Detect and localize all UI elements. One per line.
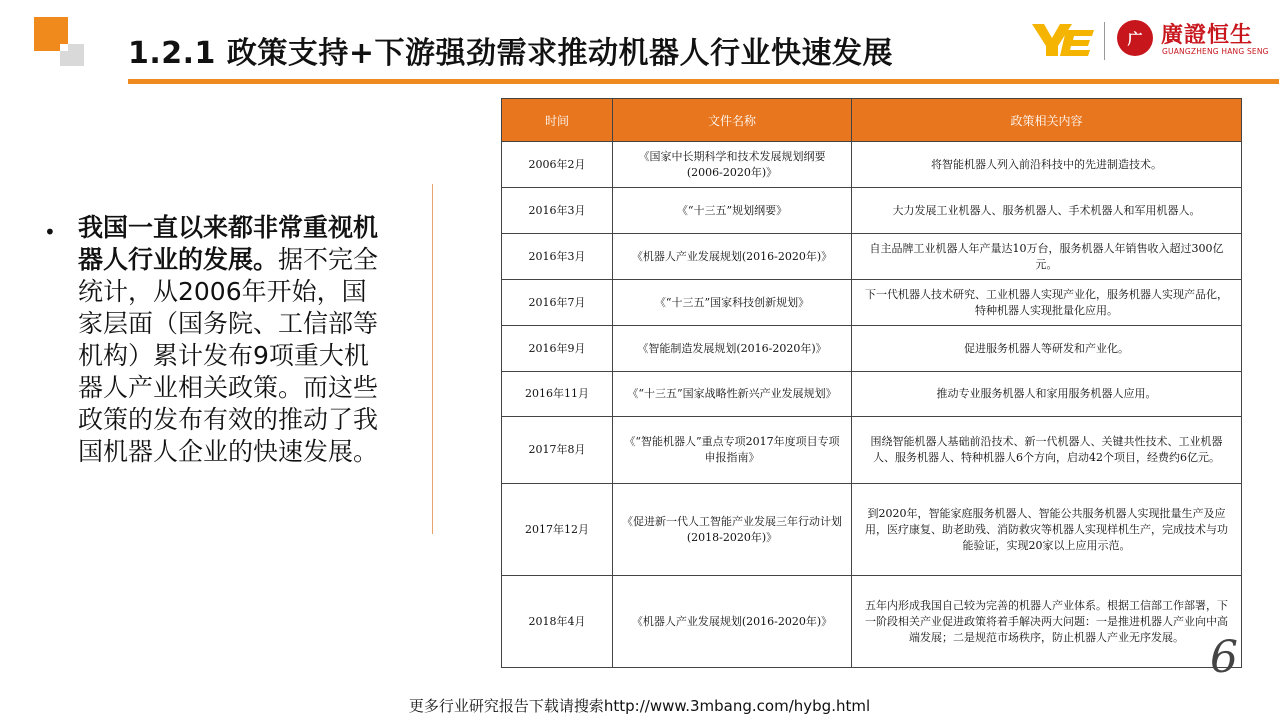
logo-separator (1104, 22, 1105, 60)
cell-doc: 《“十三五”规划纲要》 (613, 188, 852, 234)
title-underline (128, 79, 1279, 84)
cell-doc: 《“十三五”国家战略性新兴产业发展规划》 (613, 372, 852, 417)
table-header-row (502, 99, 1242, 142)
cell-time: 2017年12月 (502, 484, 613, 576)
cell-time: 2006年2月 (502, 142, 613, 188)
footer-link-text[interactable]: 更多行业研究报告下载请搜索http://www.3mbang.com/hybg.html (408, 697, 871, 715)
table-row (502, 234, 1242, 280)
header-content: 政策相关内容 (852, 99, 1242, 142)
cell-time: 2016年11月 (502, 372, 613, 417)
cell-content: 将智能机器人列入前沿科技中的先进制造技术。 (852, 142, 1242, 188)
bullet-bold-lead: 我国一直以来都非常重视机器人行业的发展。 (78, 213, 379, 274)
table-row (502, 280, 1242, 326)
cell-doc: 《机器人产业发展规划(2016-2020年)》 (613, 576, 852, 668)
cell-content: 围绕智能机器人基础前沿技术、新一代机器人、关键共性技术、工业机器人、服务机器人、特种机器人6个方向，启动42个项目，经费约6亿元。 (852, 417, 1242, 484)
table-row (502, 576, 1242, 668)
decor-white-notch (60, 44, 68, 51)
company-logo-icon (1030, 20, 1096, 58)
cell-content: 五年内形成我国自己较为完善的机器人产业体系。根据工信部工作部署，下一阶段相关产业促进政策将着手解决两大问题：一是推进机器人产业向中高端发展；二是规范市场秩序，防止机器人产业无序发展。 (852, 576, 1242, 668)
cell-doc: 《智能制造发展规划(2016-2020年)》 (613, 326, 852, 372)
cell-time: 2016年3月 (502, 188, 613, 234)
cell-content: 促进服务机器人等研发和产业化。 (852, 326, 1242, 372)
cell-content: 大力发展工业机器人、服务机器人、手术机器人和军用机器人。 (852, 188, 1242, 234)
brand-name-cn: 廣證恒生 (1161, 23, 1254, 48)
divider-line (432, 184, 433, 534)
cell-time: 2016年3月 (502, 234, 613, 280)
bullet-icon: • (44, 220, 56, 244)
cell-time: 2017年8月 (502, 417, 613, 484)
cell-content: 推动专业服务机器人和家用服务机器人应用。 (852, 372, 1242, 417)
policy-table (501, 98, 1242, 668)
cell-doc: 《“十三五”国家科技创新规划》 (613, 280, 852, 326)
table-row (502, 417, 1242, 484)
cell-content: 自主品牌工业机器人年产量达10万台，服务机器人年销售收入超过300亿元。 (852, 234, 1242, 280)
bullet-body: 据不完全统计，从2006年开始，国家层面（国务院、工信部等机构）累计发布9项重大机器人产业相关政策。而这些政策的发布有效的推动了我国机器人企业的快速发展。 (78, 245, 379, 466)
table-row (502, 372, 1242, 417)
header-doc: 文件名称 (613, 99, 852, 142)
cell-content: 到2020年，智能家庭服务机器人、智能公共服务机器人实现批量生产及应用，医疗康复、助老助残、消防救灾等机器人实现样机生产，完成技术与功能验证，实现20家以上应用示范。 (852, 484, 1242, 576)
brand-seal-icon: 广 (1117, 20, 1153, 56)
brand-name-en: GUANGZHENG HANG SENG (1162, 47, 1269, 56)
cell-time: 2016年9月 (502, 326, 613, 372)
cell-doc: 《机器人产业发展规划(2016-2020年)》 (613, 234, 852, 280)
cell-doc: 《国家中长期科学和技术发展规划纲要(2006-2020年)》 (613, 142, 852, 188)
cell-time: 2018年4月 (502, 576, 613, 668)
cell-doc: 《“智能机器人”重点专项2017年度项目专项申报指南》 (613, 417, 852, 484)
table-row (502, 142, 1242, 188)
cell-content: 下一代机器人技术研究、工业机器人实现产业化，服务机器人实现产品化，特种机器人实现批量化应用。 (852, 280, 1242, 326)
cell-doc: 《促进新一代人工智能产业发展三年行动计划(2018-2020年)》 (613, 484, 852, 576)
table-row (502, 188, 1242, 234)
bullet-paragraph (78, 212, 390, 468)
header-time: 时间 (502, 99, 613, 142)
table-row (502, 326, 1242, 372)
table-row (502, 484, 1242, 576)
cell-time: 2016年7月 (502, 280, 613, 326)
page-title: 1.2.1 政策支持+下游强劲需求推动机器人行业快速发展 (128, 36, 893, 71)
page-number: 6 (1210, 632, 1238, 683)
